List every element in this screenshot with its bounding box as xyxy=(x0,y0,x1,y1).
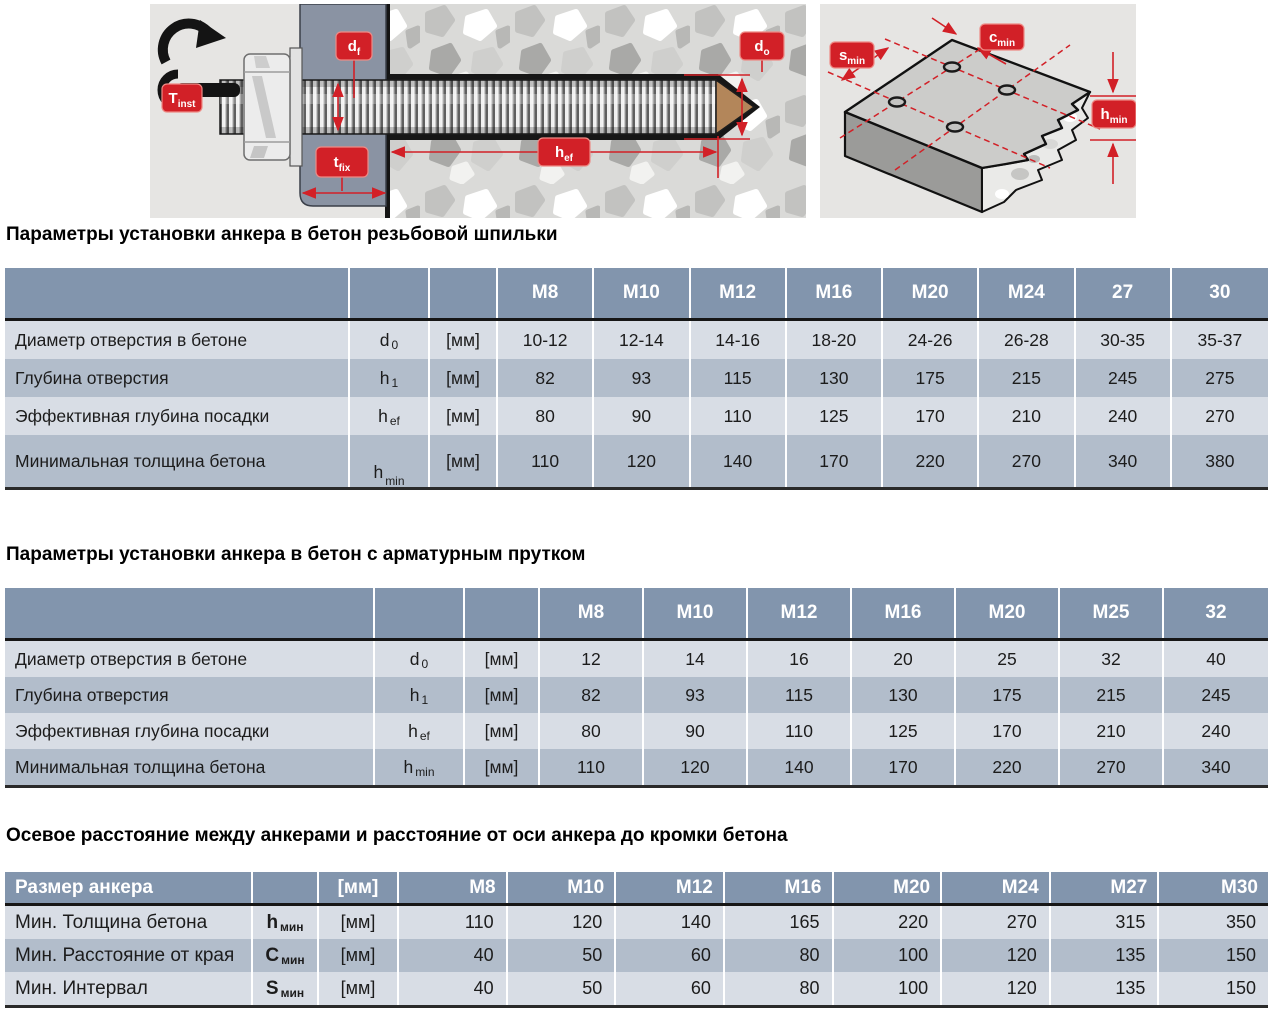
t1-size-header-M10: M10 xyxy=(594,268,690,318)
t2-row-3-param: h min xyxy=(375,749,465,785)
t1-row-1-27: 245 xyxy=(1076,359,1172,397)
t1-row-3-M24: 270 xyxy=(979,435,1075,487)
svg-text:cmin: $c_{min}$ xyxy=(988,29,1016,49)
t2-row-2-label: Эффективная глубина посадки xyxy=(5,713,375,749)
t3-size-header-M16: M16 xyxy=(725,872,834,903)
t3-row-0-label: Мин. Толщина бетона xyxy=(5,906,253,939)
t3-row-2-unit: [мм] xyxy=(319,972,399,1005)
t3-row-0-unit: [мм] xyxy=(319,906,399,939)
t1-row-0 xyxy=(5,321,1268,359)
t2-row-1-param: h 1 xyxy=(375,677,465,713)
t2-size-header-M16: M16 xyxy=(852,588,956,638)
t3-row-1 xyxy=(5,939,1268,972)
t2-row-1-unit: [мм] xyxy=(465,677,540,713)
t2-row-0-M10: 14 xyxy=(644,641,748,677)
t1-row-0-param: d 0 xyxy=(350,321,430,359)
t2-header-unit xyxy=(465,588,540,638)
label-tinst xyxy=(162,84,202,112)
t1-row-1-30: 275 xyxy=(1205,367,1235,388)
t3-row-1-label: Мин. Расстояние от края xyxy=(5,939,253,972)
t3-row-0 xyxy=(5,906,1268,939)
t1-size-header-M20: M20 xyxy=(883,268,979,318)
t2-size-header-M12: M12 xyxy=(748,588,852,638)
t1-row-0-M16: 18-20 xyxy=(787,321,883,359)
t1-row-0-unit: [мм] xyxy=(430,321,498,359)
t2-row-1-label: Глубина отверстия xyxy=(5,677,375,713)
t1-row-3-30: 380 xyxy=(1205,450,1235,471)
t3-row-1-unit: [мм] xyxy=(319,939,399,972)
t2-row-3-32: 340 xyxy=(1201,756,1231,777)
t1-row-1-M20: 175 xyxy=(883,359,979,397)
t3-row-0-M20: 220 xyxy=(834,906,943,939)
t3-row-1-M20: 100 xyxy=(834,939,943,972)
t1-row-2-param: h ef xyxy=(350,397,430,435)
svg-text:smin: $s_{min}$ xyxy=(838,47,866,67)
t2-row-3-label: Минимальная толщина бетона xyxy=(5,749,375,785)
t2-row-0-M12: 16 xyxy=(748,641,852,677)
t1-row-2-M8: 80 xyxy=(498,397,594,435)
t1-row-1-param: h 1 xyxy=(350,359,430,397)
t3-row-1-M8: 40 xyxy=(399,939,508,972)
t3-row-2-label: Мин. Интервал xyxy=(5,972,253,1005)
t2-row-1 xyxy=(5,677,1268,713)
t2-row-3-M25: 270 xyxy=(1060,749,1164,785)
t2-row-1-M25: 215 xyxy=(1060,677,1164,713)
t3-row-2-M16: 80 xyxy=(725,972,834,1005)
t2-row-3-M16: 170 xyxy=(852,749,956,785)
t2-row-2-unit: [мм] xyxy=(465,713,540,749)
t3-header-label: Размер анкера xyxy=(5,872,253,903)
t1-row-1-M10: 93 xyxy=(594,359,690,397)
t2-size-header-M10: M10 xyxy=(644,588,748,638)
t1-row-2-M20: 170 xyxy=(883,397,979,435)
t2-row-1-M10: 93 xyxy=(644,677,748,713)
t1-row-3-M8: 110 xyxy=(498,435,594,487)
t1-header-label xyxy=(5,268,350,318)
t3-row-2-M8: 40 xyxy=(399,972,508,1005)
hex-nut xyxy=(244,54,290,160)
t3-row-1-M27: 135 xyxy=(1051,939,1160,972)
t2-row-0-label: Диаметр отверстия в бетоне xyxy=(5,641,375,677)
t3-row-1-M12: 60 xyxy=(616,939,725,972)
t2-row-1-M20: 175 xyxy=(956,677,1060,713)
t1-size-header-30: 30 xyxy=(1209,282,1231,303)
t2-row-0-M16: 20 xyxy=(852,641,956,677)
t2-row-1-M8: 82 xyxy=(540,677,644,713)
t3-row-2-M12: 60 xyxy=(616,972,725,1005)
table-threaded-stud xyxy=(5,268,1268,490)
t2-row-3-M20: 220 xyxy=(956,749,1060,785)
t3-row-2-param: S мин xyxy=(253,972,319,1005)
t1-row-2-unit: [мм] xyxy=(430,397,498,435)
t3-row-0-M12: 140 xyxy=(616,906,725,939)
t1-row-1-M24: 215 xyxy=(979,359,1075,397)
svg-text:tfix: $t_{fix}$ xyxy=(333,154,351,174)
t3-row-2-M20: 100 xyxy=(834,972,943,1005)
t1-row-2-label: Эффективная глубина посадки xyxy=(5,397,350,435)
t1-row-0-M12: 14-16 xyxy=(691,321,787,359)
t3-row-2-M27: 135 xyxy=(1051,972,1160,1005)
table-spacing xyxy=(5,872,1268,1008)
t1-size-header-M16: M16 xyxy=(787,268,883,318)
t2-row-2-param: h ef xyxy=(375,713,465,749)
t1-row-0-M24: 26-28 xyxy=(979,321,1075,359)
t2-row-1-M12: 115 xyxy=(748,677,852,713)
t3-row-2-M10: 50 xyxy=(508,972,617,1005)
t1-row-1-M16: 130 xyxy=(787,359,883,397)
t1-row-3-M12: 140 xyxy=(691,435,787,487)
t2-row-0-M20: 25 xyxy=(956,641,1060,677)
t3-row-1-M30: 150 xyxy=(1225,945,1256,965)
t2-size-header-M25: M25 xyxy=(1060,588,1164,638)
washer xyxy=(290,48,302,166)
t2-row-0-M25: 32 xyxy=(1060,641,1164,677)
t3-size-header-M12: M12 xyxy=(616,872,725,903)
t2-row-3-M10: 120 xyxy=(644,749,748,785)
t2-row-0-param: d 0 xyxy=(375,641,465,677)
t3-row-1-M24: 120 xyxy=(942,939,1051,972)
t1-row-1-unit: [мм] xyxy=(430,359,498,397)
t1-row-3-param: h min xyxy=(350,435,430,487)
t1-row-0-M10: 12-14 xyxy=(594,321,690,359)
section1-title: Параметры установки анкера в бетон резьбовой шпильки xyxy=(6,224,558,245)
t2-row-3 xyxy=(5,749,1268,785)
svg-text:do: $d_o$ xyxy=(754,38,770,58)
t1-size-header-M12: M12 xyxy=(691,268,787,318)
t3-row-2-M30: 150 xyxy=(1225,978,1256,998)
section3-title: Осевое расстояние между анкерами и расстояние от оси анкера до кромки бетона xyxy=(6,825,788,846)
t1-header-unit xyxy=(430,268,498,318)
t3-size-header-M8: M8 xyxy=(399,872,508,903)
t3-size-header-M27: M27 xyxy=(1051,872,1160,903)
t2-row-2 xyxy=(5,713,1268,749)
t1-row-3 xyxy=(5,435,1268,487)
t1-row-1-M8: 82 xyxy=(498,359,594,397)
t1-row-0-27: 30-35 xyxy=(1076,321,1172,359)
t3-header-unit: [мм] xyxy=(319,872,399,903)
t1-size-header-M24: M24 xyxy=(979,268,1075,318)
t2-row-0-32: 40 xyxy=(1206,648,1226,669)
t1-row-1-M12: 115 xyxy=(691,359,787,397)
t3-row-0-param: h мин xyxy=(253,906,319,939)
t2-row-2-M16: 125 xyxy=(852,713,956,749)
t1-row-2-27: 240 xyxy=(1076,397,1172,435)
t1-row-3-M10: 120 xyxy=(594,435,690,487)
t1-row-0-M8: 10-12 xyxy=(498,321,594,359)
t2-header-param xyxy=(375,588,465,638)
t2-header-label xyxy=(5,588,375,638)
t3-header-row xyxy=(5,872,1268,906)
t1-row-2-M24: 210 xyxy=(979,397,1075,435)
t3-row-1-M16: 80 xyxy=(725,939,834,972)
t3-size-header-M20: M20 xyxy=(834,872,943,903)
t2-row-1-32: 245 xyxy=(1201,684,1231,705)
t2-row-3-M12: 140 xyxy=(748,749,852,785)
t3-row-0-M16: 165 xyxy=(725,906,834,939)
t2-row-0-M8: 12 xyxy=(540,641,644,677)
svg-text:df: $d_f$ xyxy=(347,38,361,58)
t1-row-3-label: Минимальная толщина бетона xyxy=(5,435,350,487)
svg-text:hef: $h_{ef}$ xyxy=(554,144,574,164)
t2-size-header-32: 32 xyxy=(1205,602,1227,623)
t3-header-param xyxy=(253,872,319,903)
svg-text:Tinst: $T_{inst}$ xyxy=(168,90,196,110)
table-rebar xyxy=(5,588,1268,788)
t2-row-0 xyxy=(5,641,1268,677)
t3-row-0-M27: 315 xyxy=(1051,906,1160,939)
t1-row-2-M10: 90 xyxy=(594,397,690,435)
t1-row-0-30: 35-37 xyxy=(1197,329,1243,350)
t2-header-row xyxy=(5,588,1268,641)
installation-section-diagram xyxy=(150,4,806,218)
t3-row-2 xyxy=(5,972,1268,1005)
t2-size-header-M8: M8 xyxy=(540,588,644,638)
t3-row-0-M30: 350 xyxy=(1225,912,1256,932)
t3-size-header-M10: M10 xyxy=(508,872,617,903)
t3-row-0-M24: 270 xyxy=(942,906,1051,939)
t2-row-2-M8: 80 xyxy=(540,713,644,749)
spacing-diagram xyxy=(820,4,1136,218)
t2-row-2-M10: 90 xyxy=(644,713,748,749)
t3-row-2-M24: 120 xyxy=(942,972,1051,1005)
t1-header-param xyxy=(350,268,430,318)
t1-row-2 xyxy=(5,397,1268,435)
t1-row-1-label: Глубина отверстия xyxy=(5,359,350,397)
t2-row-3-M8: 110 xyxy=(540,749,644,785)
t1-size-header-27: 27 xyxy=(1076,268,1172,318)
t1-row-1 xyxy=(5,359,1268,397)
t3-size-header-M30: M30 xyxy=(1221,876,1258,898)
t1-header-row xyxy=(5,268,1268,321)
section2-title: Параметры установки анкера в бетон с арматурным прутком xyxy=(6,544,586,565)
t1-row-3-M16: 170 xyxy=(787,435,883,487)
t3-row-0-M8: 110 xyxy=(399,906,508,939)
t1-row-3-M20: 220 xyxy=(883,435,979,487)
svg-text:hmin: $h_{min}$ xyxy=(1100,106,1128,126)
t2-row-2-32: 240 xyxy=(1201,720,1231,741)
t1-row-2-M12: 110 xyxy=(691,397,787,435)
t1-row-2-30: 270 xyxy=(1205,405,1235,426)
t1-row-0-M20: 24-26 xyxy=(883,321,979,359)
t3-row-1-param: C мин xyxy=(253,939,319,972)
t2-row-3-unit: [мм] xyxy=(465,749,540,785)
t1-row-3-unit: [мм] xyxy=(430,435,498,487)
t2-row-1-M16: 130 xyxy=(852,677,956,713)
t3-row-0-M10: 120 xyxy=(508,906,617,939)
t2-row-2-M25: 210 xyxy=(1060,713,1164,749)
t1-row-2-M16: 125 xyxy=(787,397,883,435)
t2-row-2-M20: 170 xyxy=(956,713,1060,749)
t1-row-0-label: Диаметр отверстия в бетоне xyxy=(5,321,350,359)
t1-size-header-M8: M8 xyxy=(498,268,594,318)
t1-row-3-27: 340 xyxy=(1076,435,1172,487)
t2-row-2-M12: 110 xyxy=(748,713,852,749)
t3-row-1-M10: 50 xyxy=(508,939,617,972)
t3-size-header-M24: M24 xyxy=(942,872,1051,903)
t2-row-0-unit: [мм] xyxy=(465,641,540,677)
t2-size-header-M20: M20 xyxy=(956,588,1060,638)
